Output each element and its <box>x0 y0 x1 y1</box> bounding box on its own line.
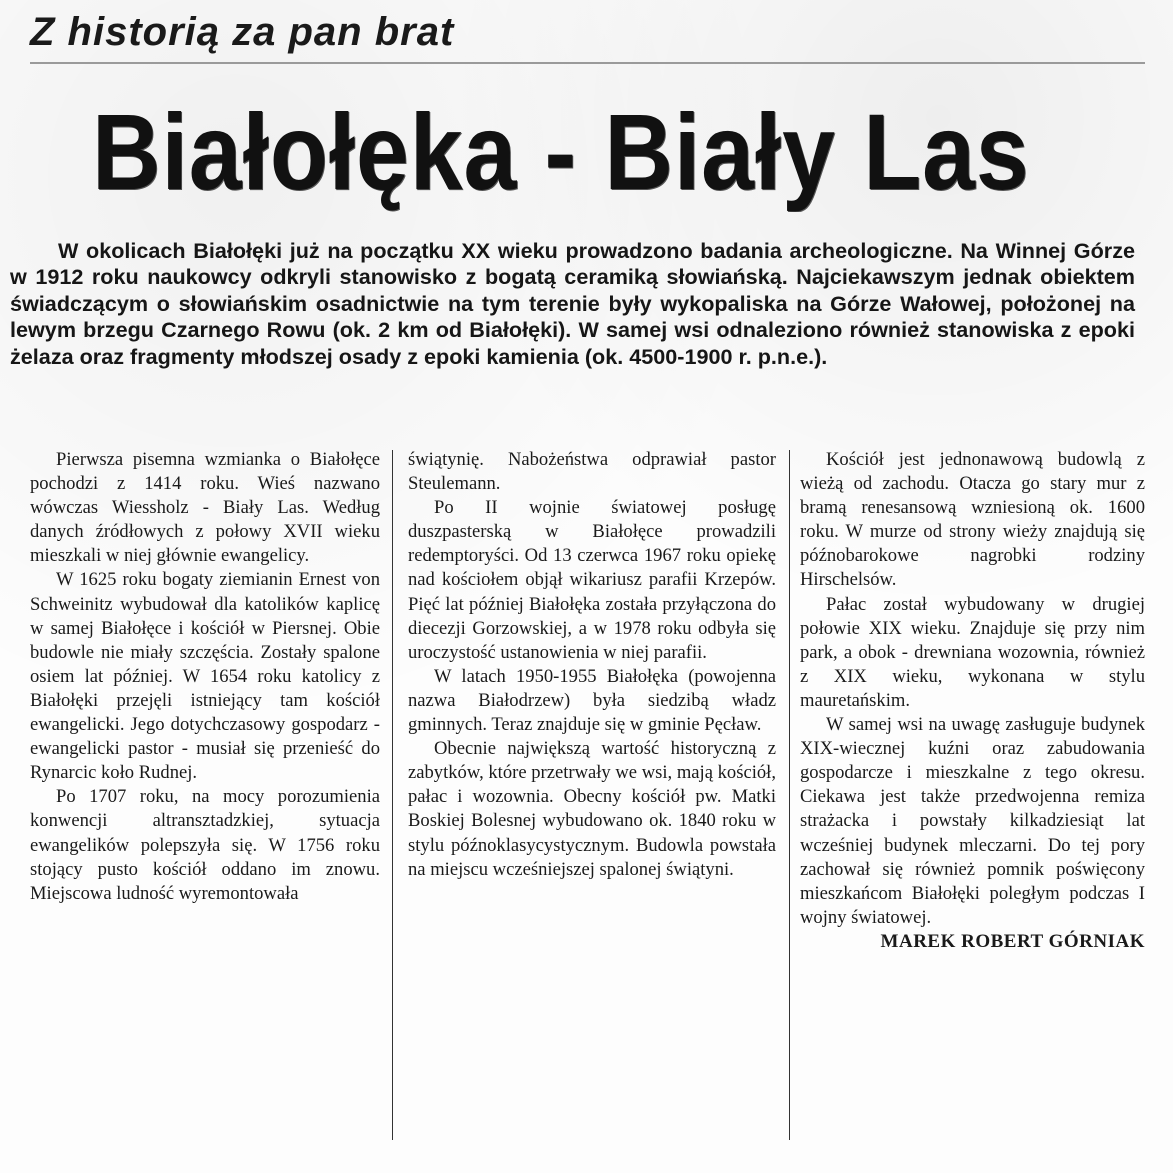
article-column-3 <box>800 448 1145 954</box>
article-lead: W okolicach Białołęki już na początku XX wieku prowadzono badania archeologiczne. Na Winnej Górze w 1912 roku naukowcy odkryli stanowisko z bogatą ceramiką słowiańską. Najciekawszym jednak obiektem świadczącym o słowiańskim osadnictwie na tym terenie były wykopaliska na Górze Wałowej, położonej na lewym brzegu Czarnego Rowu (ok. 2 km od Białołęki). W samej wsi odnaleziono również stanowiska z epoki żelaza oraz fragmenty młodszej osady z epoki kamienia (ok. 4500-1900 r. p.n.e.). <box>10 238 1135 369</box>
paragraph: W latach 1950-1955 Białołęka (powojenna nazwa Białodrzew) była siedzibą władz gminnych. Teraz znajduje się w gminie Pęcław. <box>408 665 776 736</box>
paragraph: Obecnie największą wartość historyczną z zabytków, które przetrwały we wsi, mają kościół, pałac i wozownia. Obecny kościół pw. Matki Boskiej Bolesnej wybudowano ok. 1840 roku w stylu późnoklasycystycznym. Budowla powstała na miejscu wcześniejszej spalonej świątyni. <box>408 738 776 880</box>
article-column-2 <box>408 448 776 882</box>
article-headline: Białołęka - Biały Las <box>92 91 1030 212</box>
paragraph: W 1625 roku bogaty ziemianin Ernest von Schweinitz wybudował dla katolików kaplicę w samej Białołęce i kościół w Piersnej. Obie budowle nie miały szczęścia. Zostały spalone osiem lat później. W 1654 roku katolicy z Białołęki przejęli istniejący tam kościół ewangelicki. Jego dotychczasowy gospodarz - ewangelicki pastor - musiał się przenieść do Rynarcic koło Rudnej. <box>30 569 380 784</box>
author-signature: MAREK ROBERT GÓRNIAK <box>880 930 1145 952</box>
paragraph: Po 1707 roku, na mocy porozumienia konwencji altransztadzkiej, sytuacja ewangelików polepszyła się. W 1756 roku stojący pusto kościół oddano im znowu. Miejscowa ludność wyremontowała <box>30 786 380 904</box>
rubric-rule <box>30 62 1145 64</box>
paragraph: Pierwsza pisemna wzmianka o Białołęce pochodzi z 1414 roku. Wieś nazwano wówczas Wiessholz - Biały Las. Według danych źródłowych z połowy XVII wieku mieszkali w niej głównie ewangelicy. <box>30 449 380 567</box>
article-column-1 <box>30 448 380 906</box>
paragraph: Po II wojnie światowej posługę duszpasterską w Białołęce prowadzili redemptoryści. Od 13 czerwca 1967 roku opiekę nad kościołem objął wikariusz parafii Krzepów. Pięć lat później Białołęka została przyłączona do diecezji Gorzowskiej, a w 1978 roku odbyła się uroczystość ustanowienia w niej parafii. <box>408 497 776 663</box>
paragraph: świątynię. Nabożeństwa odprawiał pastor Steulemann. <box>408 449 776 495</box>
article-body <box>0 448 1173 1148</box>
column-divider <box>789 450 790 1140</box>
paragraph: Pałac został wybudowany w drugiej połowie XIX wieku. Znajduje się przy nim park, a obok - drewniana wozownia, również z XIX wieku, wykonana w stylu mauretańskim. <box>800 593 1145 711</box>
paragraph: Kościół jest jednonawową budowlą z wieżą od zachodu. Otacza go stary mur z bramą renesansową wzniesioną ok. 1600 roku. W murze od strony wieży znajdują się późnobarokowe nagrobki rodziny Hirschelsów. <box>800 449 1145 591</box>
column-divider <box>392 450 393 1140</box>
section-rubric: Z historią za pan brat <box>30 10 455 54</box>
paragraph: W samej wsi na uwagę zasługuje budynek XIX-wiecznej kuźni oraz zabudowania gospodarcze i mieszkalne z tego okresu. Ciekawa jest także przedwojenna remiza strażacka i powstały kilkadziesiąt lat wcześniej budynek mleczarni. Do tej pory zachował się również pomnik poświęcony mieszkańcom Białołęki poległym podczas I wojny światowej. <box>800 714 1145 928</box>
